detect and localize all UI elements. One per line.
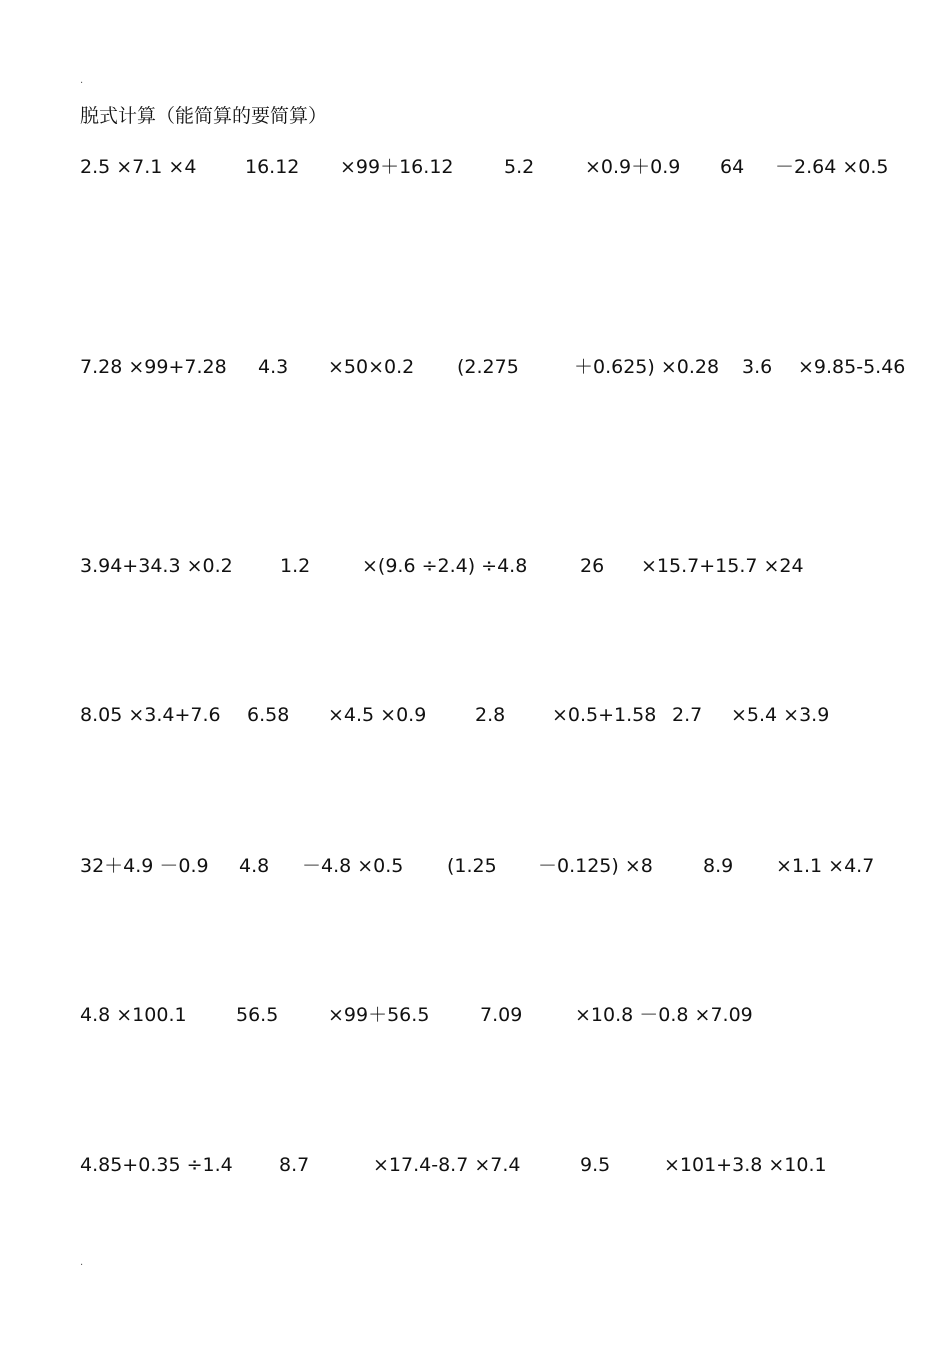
problem-4-4-rest: ×5.4 ×3.9 — [731, 704, 830, 726]
problem-6-3-lead: 7.09 — [480, 1004, 523, 1026]
problem-2-4-rest: ×9.85-5.46 — [798, 356, 906, 378]
problem-row-4 — [0, 700, 950, 730]
problem-row-6 — [0, 1000, 950, 1030]
problem-7-1-expression: 4.85+0.35 ÷1.4 — [80, 1154, 233, 1176]
problem-2-3-lead: (2.275 — [457, 356, 519, 378]
problem-2-2-rest: ×50×0.2 — [328, 356, 415, 378]
problem-6-2-rest: ×99＋56.5 — [328, 1004, 430, 1026]
problem-row-3 — [0, 551, 950, 581]
problem-4-2-lead: 6.58 — [247, 704, 290, 726]
problem-row-7 — [0, 1150, 950, 1180]
problem-6-2-lead: 56.5 — [236, 1004, 279, 1026]
problem-row-2 — [0, 352, 950, 382]
problem-row-5 — [0, 851, 950, 881]
problem-3-1-expression: 3.94+34.3 ×0.2 — [80, 555, 233, 577]
problem-7-2-rest: ×17.4-8.7 ×7.4 — [373, 1154, 521, 1176]
problem-5-4-lead: 8.9 — [703, 855, 734, 877]
problem-6-3-rest: ×10.8 －0.8 ×7.09 — [575, 1004, 753, 1026]
problem-7-3-rest: ×101+3.8 ×10.1 — [664, 1154, 827, 1176]
problem-4-2-rest: ×4.5 ×0.9 — [328, 704, 427, 726]
problem-3-2-lead: 1.2 — [280, 555, 311, 577]
problem-2-2-lead: 4.3 — [258, 356, 289, 378]
page-title: 脱式计算（能简算的要简算） — [80, 105, 328, 127]
problem-1-4-rest: －2.64 ×0.5 — [775, 156, 889, 178]
problem-5-2-lead: 4.8 — [239, 855, 270, 877]
problem-7-3-lead: 9.5 — [580, 1154, 611, 1176]
problem-1-2-rest: ×99＋16.12 — [340, 156, 454, 178]
problem-1-1-expression: 2.5 ×7.1 ×4 — [80, 156, 197, 178]
problem-2-1-expression: 7.28 ×99+7.28 — [80, 356, 227, 378]
problem-1-2-lead: 16.12 — [245, 156, 300, 178]
problem-3-3-rest: ×15.7+15.7 ×24 — [641, 555, 804, 577]
problem-3-2-rest: ×(9.6 ÷2.4) ÷4.8 — [362, 555, 528, 577]
top-page-mark: . — [80, 75, 84, 86]
problem-1-3-rest: ×0.9＋0.9 — [585, 156, 681, 178]
problem-5-3-rest: －0.125) ×8 — [538, 855, 653, 877]
problem-5-2-rest: －4.8 ×0.5 — [302, 855, 404, 877]
problem-6-1-expression: 4.8 ×100.1 — [80, 1004, 187, 1026]
problem-2-4-lead: 3.6 — [742, 356, 773, 378]
problem-3-3-lead: 26 — [580, 555, 605, 577]
problem-4-3-lead: 2.8 — [475, 704, 506, 726]
problem-1-4-lead: 64 — [720, 156, 745, 178]
problem-5-4-rest: ×1.1 ×4.7 — [776, 855, 875, 877]
problem-4-4-lead: 2.7 — [672, 704, 703, 726]
bottom-page-mark: . — [80, 1257, 84, 1268]
problem-1-3-lead: 5.2 — [504, 156, 535, 178]
problem-2-3-rest: ＋0.625) ×0.28 — [574, 356, 720, 378]
problem-5-3-lead: (1.25 — [447, 855, 497, 877]
problem-4-3-rest: ×0.5+1.58 — [552, 704, 657, 726]
problem-row-1 — [0, 152, 950, 182]
problem-4-1-expression: 8.05 ×3.4+7.6 — [80, 704, 221, 726]
problem-7-2-lead: 8.7 — [279, 1154, 310, 1176]
problem-5-1-expression: 32＋4.9 －0.9 — [80, 855, 209, 877]
